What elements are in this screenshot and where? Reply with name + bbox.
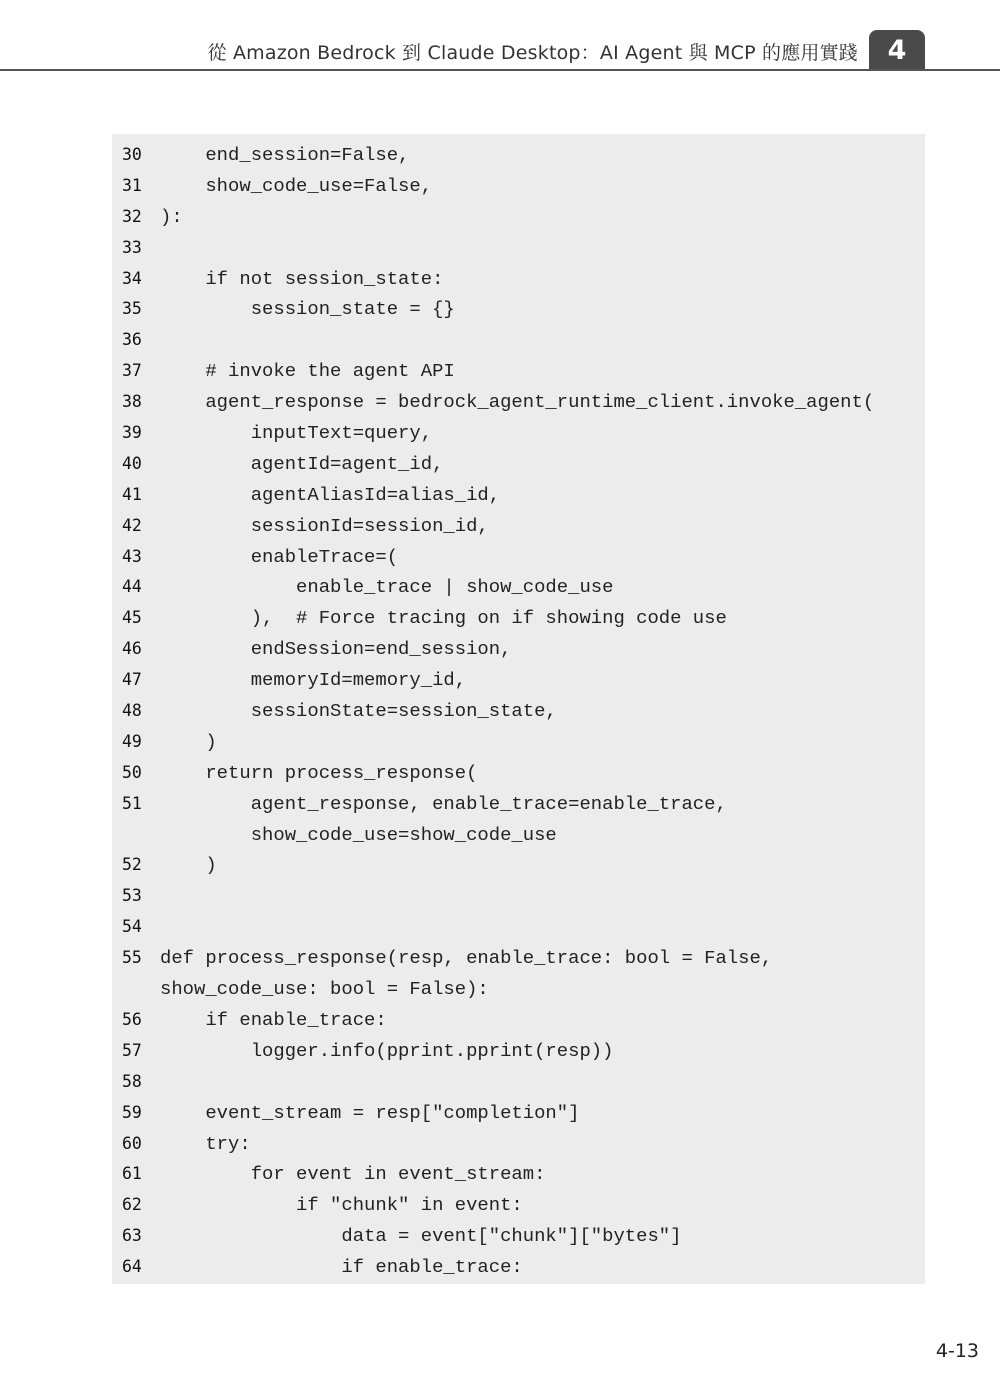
line-code: return process_response( [160,761,478,784]
line-code: memoryId=memory_id, [160,669,467,692]
code-line [112,974,925,1005]
line-number: 58 [122,1071,142,1091]
line-code: enable_trace | show_code_use [160,576,614,599]
line-code: logger.info(pprint.pprint(resp)) [160,1039,614,1062]
line-number: 54 [122,917,142,937]
line-number: 60 [122,1133,142,1153]
code-line [112,325,925,356]
code-listing [112,134,925,1284]
line-code: for event in event_stream: [160,1163,546,1186]
line-code: end_session=False, [160,144,410,166]
line-number: 56 [122,1009,142,1029]
code-line [112,1221,925,1252]
line-code: agentAliasId=alias_id, [160,483,501,506]
line-number: 50 [122,762,142,782]
chapter-number-tab: 4 [869,30,925,71]
line-number: 48 [122,701,142,721]
line-number: 47 [122,670,142,690]
line-code: if "chunk" in event: [160,1194,523,1217]
code-line [112,758,925,789]
line-number: 55 [122,948,142,968]
line-code: if not session_state: [160,267,444,290]
line-code: endSession=end_session, [160,638,512,661]
code-line [112,696,925,727]
code-line [112,140,925,171]
line-number: 32 [122,206,142,226]
line-number: 35 [122,299,142,319]
code-line [112,233,925,264]
line-code: event_stream = resp["completion"] [160,1101,580,1124]
code-line [112,171,925,202]
line-number: 63 [122,1226,142,1246]
code-line [112,418,925,449]
line-number: 30 [122,145,142,164]
line-code: show_code_use: bool = False): [160,978,489,1001]
code-line [112,634,925,665]
line-code: sessionId=session_id, [160,514,489,537]
line-code: sessionState=session_state, [160,700,557,723]
line-code: agent_response, enable_trace=enable_trace, [160,792,727,815]
code-line [112,1159,925,1190]
line-code: data = event["chunk"]["bytes"] [160,1225,682,1248]
header-divider [0,69,1000,71]
line-number: 61 [122,1164,142,1184]
line-number: 52 [122,855,142,875]
code-line [112,294,925,325]
line-number: 31 [122,175,142,195]
line-code: show_code_use=show_code_use [160,823,557,846]
code-line [112,603,925,634]
code-line [112,1129,925,1160]
code-line [112,480,925,511]
line-number: 62 [122,1195,142,1215]
code-line [112,850,925,881]
line-code: if enable_trace: [160,1008,387,1031]
line-code: ) [160,730,217,753]
line-number: 53 [122,886,142,906]
code-line [112,881,925,912]
code-line [112,449,925,480]
line-number: 37 [122,361,142,381]
line-number: 57 [122,1040,142,1060]
line-code: def process_response(resp, enable_trace: bool = False, [160,947,773,970]
code-line [112,542,925,573]
code-line [112,789,925,820]
code-line [112,511,925,542]
line-code: session_state = {} [160,298,455,321]
code-line [112,1252,925,1283]
code-line [112,356,925,387]
line-number: 45 [122,608,142,628]
line-code: try: [160,1132,251,1155]
line-code: enableTrace=( [160,545,399,568]
code-line [112,572,925,603]
line-number: 34 [122,268,142,288]
line-number: 44 [122,577,142,597]
code-line [112,1190,925,1221]
line-number: 33 [122,237,142,257]
line-number: 59 [122,1102,142,1122]
line-code: show_code_use=False, [160,174,433,197]
line-code: agentId=agent_id, [160,452,444,475]
code-line [112,202,925,233]
line-number: 49 [122,731,142,751]
line-number: 41 [122,484,142,504]
line-number: 42 [122,515,142,535]
code-line [112,264,925,295]
code-line [112,943,925,974]
line-code: ) [160,854,217,877]
line-number: 38 [122,392,142,412]
page-number: 4-13 [935,1340,979,1362]
code-line [112,1005,925,1036]
line-number: 46 [122,639,142,659]
line-number: 64 [122,1257,142,1277]
code-line [112,727,925,758]
line-number: 43 [122,546,142,566]
code-line [112,820,925,851]
line-code: ): [160,205,183,228]
line-number: 40 [122,453,142,473]
code-line [112,1036,925,1067]
code-line [112,665,925,696]
line-number: 36 [122,330,142,350]
line-code: # invoke the agent API [160,360,455,383]
line-number: 39 [122,423,142,443]
running-header-title: 從 Amazon Bedrock 到 Claude Desktop：AI Agent 與 MCP 的應用實踐 [207,42,858,64]
code-line [112,912,925,943]
code-line [112,387,925,418]
code-line [112,1067,925,1098]
line-code: ), # Force tracing on if showing code use [160,607,727,630]
code-lines-container [112,140,925,1283]
code-line [112,1098,925,1129]
line-code: inputText=query, [160,422,433,445]
line-code: if enable_trace: [160,1256,523,1279]
line-number: 51 [122,793,142,813]
line-code: agent_response = bedrock_agent_runtime_client.invoke_agent( [160,391,875,414]
